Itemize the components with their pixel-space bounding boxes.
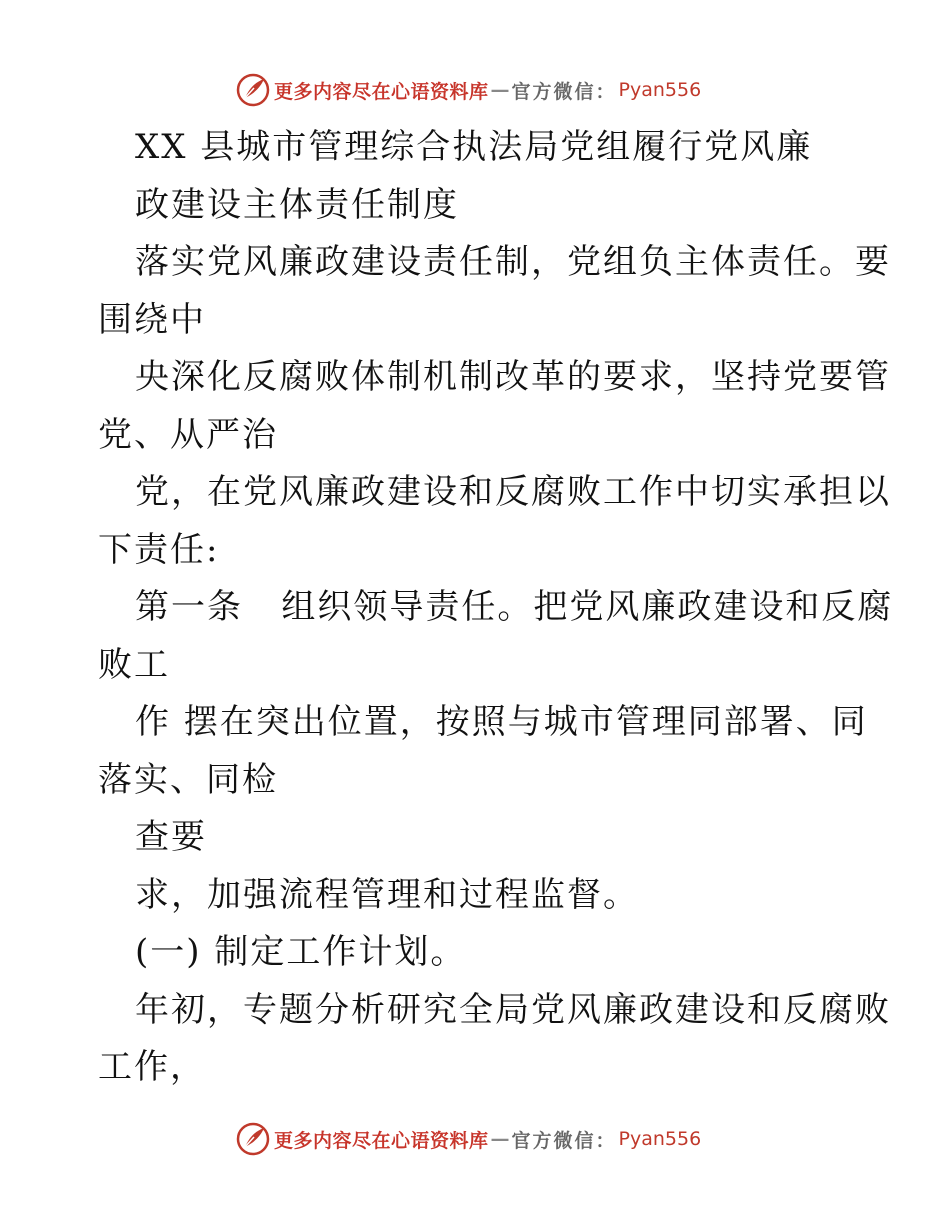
paragraph-line: 工作， bbox=[98, 1047, 206, 1087]
document-title-line-2: 政建设主体责任制度 bbox=[135, 184, 459, 225]
paragraph-line: 落实党风廉政建设责任制，党组负主体责任。要 bbox=[135, 242, 891, 282]
section-heading-line: (一) 制定工作计划。 bbox=[135, 932, 467, 972]
watermark-official-label: 官方微信： bbox=[511, 80, 617, 103]
paragraph-line: 查要 bbox=[135, 817, 207, 857]
header-watermark bbox=[236, 72, 701, 108]
paragraph-line: 求，加强流程管理和过程监督。 bbox=[135, 874, 639, 915]
watermark-dash: — bbox=[490, 1128, 510, 1150]
feather-pen-logo-icon bbox=[236, 73, 270, 107]
watermark-main-text: 更多内容尽在心语资料库 bbox=[274, 80, 489, 103]
watermark-main-text: 更多内容尽在心语资料库 bbox=[274, 1129, 489, 1152]
feather-pen-logo-icon bbox=[236, 1122, 270, 1156]
document-title-line-1: XX 县城市管理综合执法局党组履行党风廉 bbox=[135, 127, 813, 167]
watermark-official-label: 官方微信： bbox=[511, 1129, 617, 1152]
paragraph-line: 央深化反腐败体制机制改革的要求，坚持党要管 bbox=[135, 357, 891, 397]
article-one-line: 第一条 组织领导责任。把党风廉政建设和反腐 bbox=[135, 587, 894, 627]
paragraph-line: 败工 bbox=[98, 644, 170, 685]
paragraph-line: 围绕中 bbox=[98, 299, 206, 340]
footer-watermark bbox=[236, 1121, 701, 1157]
watermark-wechat-id: Pyan556 bbox=[618, 1128, 702, 1150]
paragraph-line: 年初，专题分析研究全局党风廉政建设和反腐败 bbox=[135, 989, 891, 1030]
paragraph-line: 落实、同检 bbox=[98, 759, 278, 800]
watermark-wechat-id: Pyan556 bbox=[618, 79, 702, 101]
paragraph-line: 党，在党风廉政建设和反腐败工作中切实承担以 bbox=[135, 472, 891, 512]
watermark-dash: — bbox=[490, 79, 510, 101]
paragraph-line: 作 摆在突出位置，按照与城市管理同部署、同 bbox=[135, 702, 868, 742]
paragraph-line: 下责任: bbox=[98, 529, 220, 570]
document-body bbox=[98, 122, 894, 1100]
paragraph-line: 党、从严治 bbox=[98, 414, 278, 455]
